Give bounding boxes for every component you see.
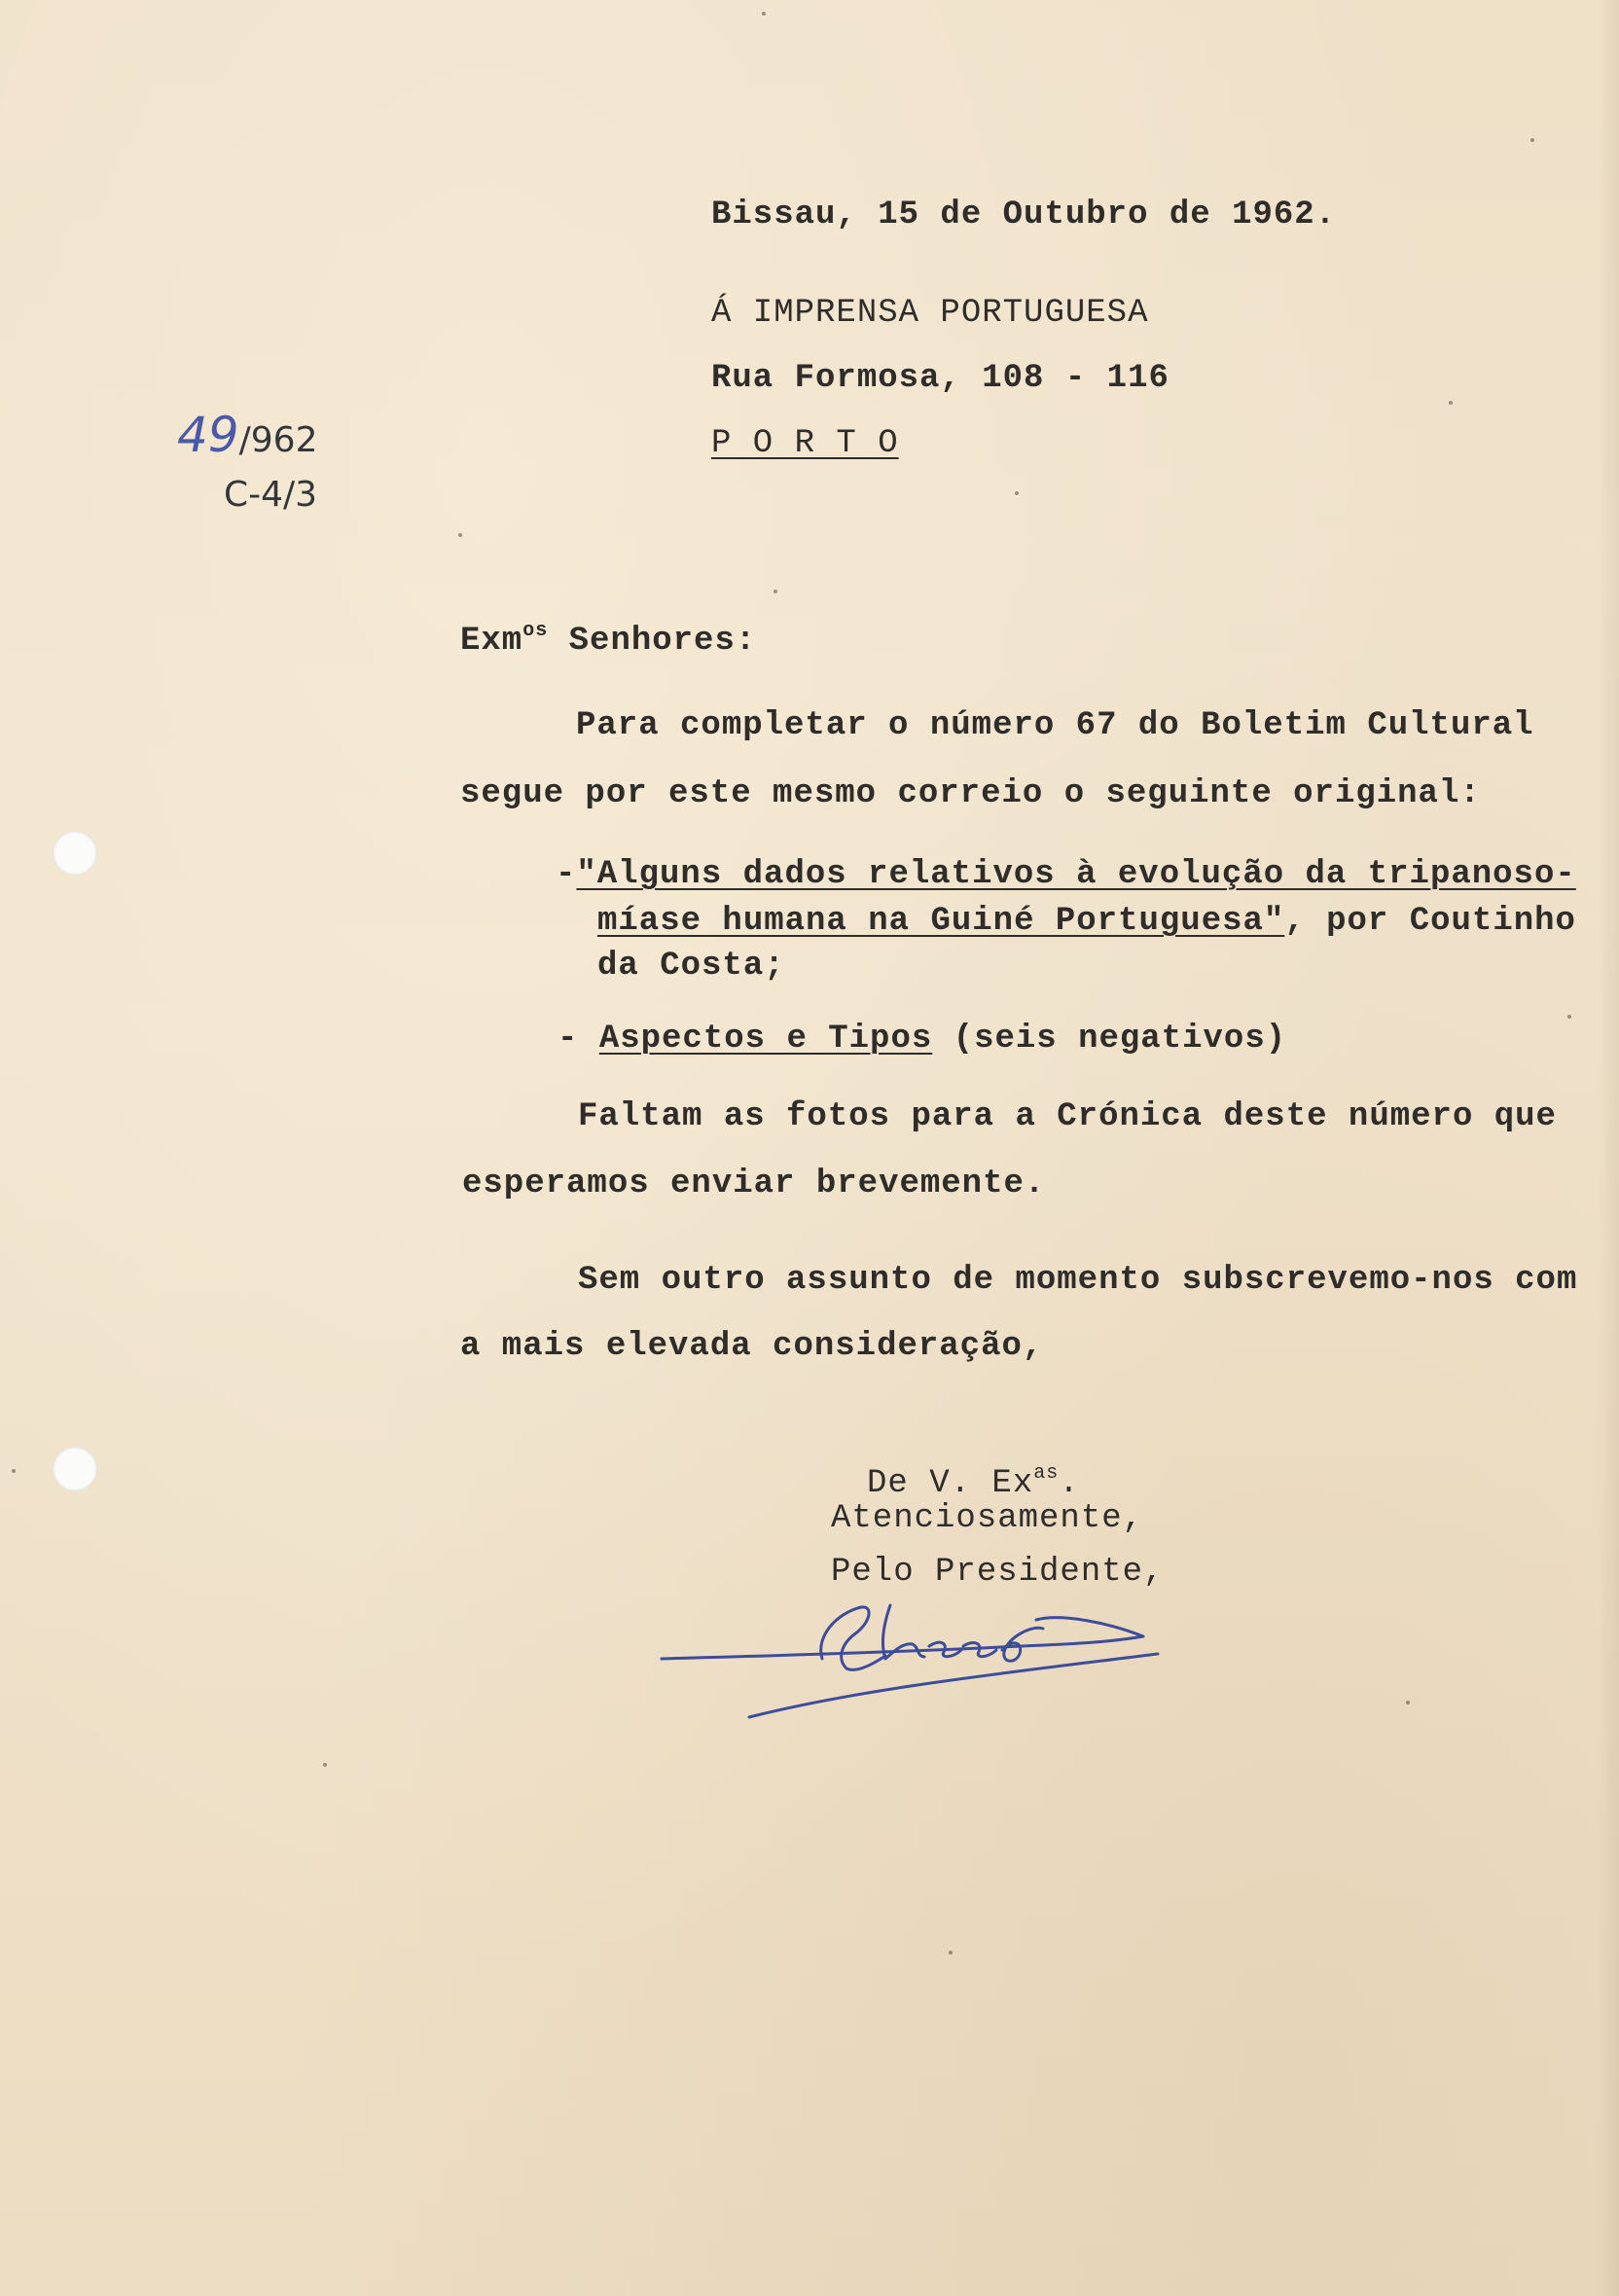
page-edge-shadow	[1598, 0, 1619, 2296]
punch-hole-bottom	[53, 1447, 97, 1491]
reference-number-year: /962	[238, 420, 318, 460]
item-2-line	[558, 1020, 1286, 1058]
paper-speck	[774, 590, 777, 593]
closing-suffix: .	[1059, 1465, 1080, 1502]
paper-speck	[1530, 138, 1534, 142]
item-2-title: Aspectos e Tipos	[598, 1021, 933, 1058]
closing-superscript: as	[1033, 1462, 1060, 1485]
item-1-line-3: da Costa;	[597, 948, 785, 985]
paper-speck	[323, 1763, 327, 1767]
paper-speck	[12, 1469, 16, 1473]
paper-speck	[1015, 491, 1019, 495]
closing-line-2: Atenciosamente,	[831, 1500, 1144, 1537]
salutation-prefix: Exm	[460, 623, 523, 660]
punch-hole-top	[53, 831, 97, 876]
recipient-city: P O R T O	[711, 425, 899, 462]
date-line: Bissau, 15 de Outubro de 1962.	[711, 197, 1337, 233]
paper-speck	[1567, 1015, 1571, 1019]
item-1-line-2	[597, 902, 1576, 941]
closing-line-3: Pelo Presidente,	[831, 1554, 1165, 1591]
recipient-name: Á IMPRENSA PORTUGUESA	[711, 295, 1149, 332]
paper-speck	[1406, 1701, 1410, 1704]
paragraph-3-line-2: a mais elevada consideração,	[460, 1328, 1044, 1365]
reference-code: C-4/3	[224, 475, 318, 515]
paragraph-1-line-2: segue por este mesmo correio o seguinte original:	[460, 775, 1481, 812]
item-1-dash: -	[556, 856, 577, 893]
paragraph-2-line-2: esperamos enviar brevemente.	[462, 1166, 1046, 1202]
paper-speck	[949, 1951, 953, 1955]
paragraph-3-line-1: Sem outro assunto de momento subscrevemo-nos com	[578, 1262, 1578, 1299]
closing-line-1	[867, 1454, 1080, 1503]
item-1-author-tail: , por Coutinho	[1284, 903, 1576, 940]
item-1-title-line-2: míase humana na Guiné Portuguesa"	[597, 903, 1285, 940]
paper-speck	[458, 533, 462, 537]
reference-number-handwritten: 49	[177, 407, 239, 463]
item-1-line-1	[556, 855, 1576, 894]
reference-number	[177, 407, 317, 463]
paragraph-2-line-1: Faltam as fotos para a Crónica deste número que	[578, 1098, 1557, 1135]
paper-speck	[1449, 401, 1453, 405]
closing-prefix: De V. Ex	[867, 1465, 1034, 1502]
item-2-dash: -	[558, 1021, 599, 1058]
paper-speck	[762, 12, 766, 16]
salutation-superscript: os	[522, 620, 549, 642]
salutation-rest: Senhores:	[548, 623, 757, 660]
recipient-street: Rua Formosa, 108 - 116	[711, 360, 1169, 397]
salutation	[460, 612, 756, 661]
item-1-title-line-1: "Alguns dados relativos à evolução da tripanoso-	[576, 856, 1576, 893]
signature	[652, 1566, 1177, 1741]
paragraph-1-line-1: Para completar o número 67 do Boletim Cultural	[576, 707, 1534, 744]
item-2-rest: (seis negativos)	[932, 1021, 1287, 1058]
